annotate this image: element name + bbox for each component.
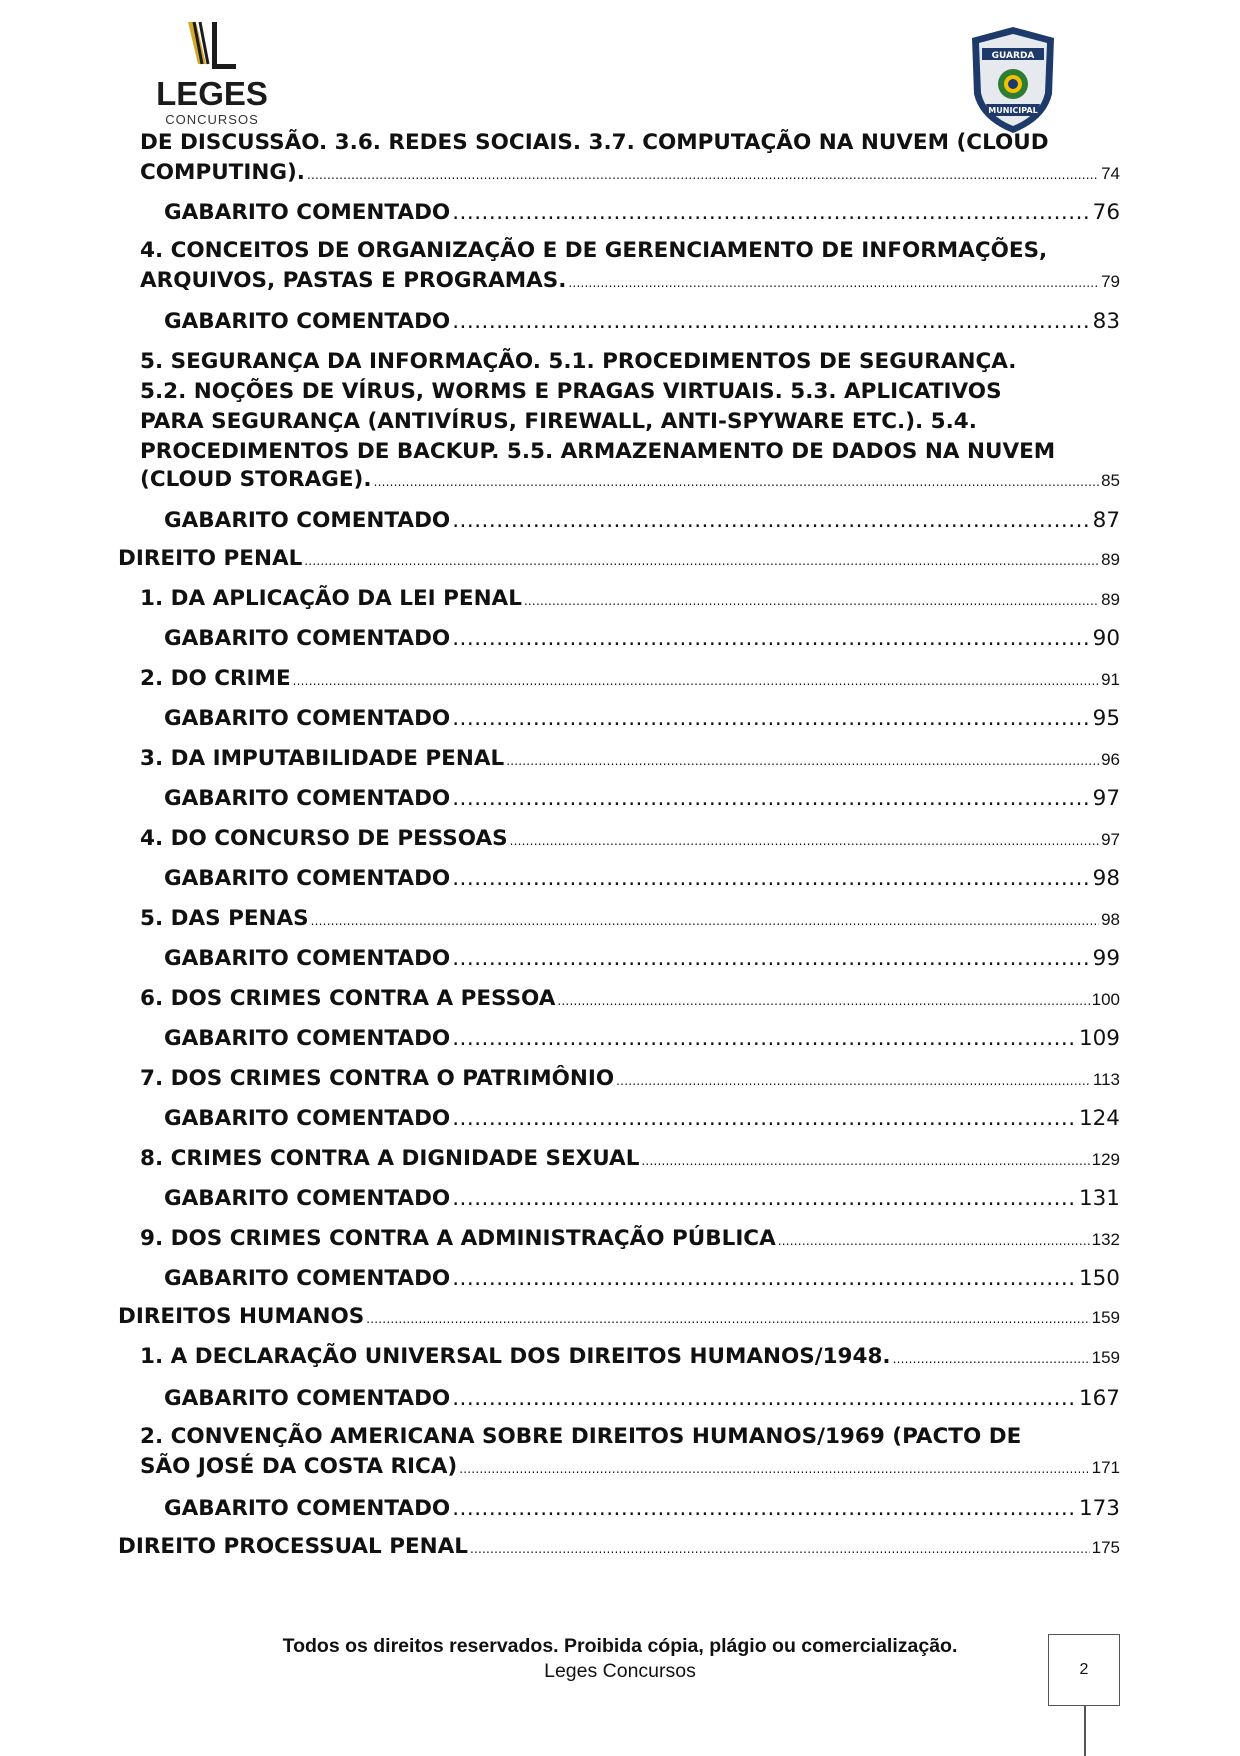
toc-entry-text: 9. DOS CRIMES CONTRA A ADMINISTRAÇÃO PÚBLICA: [140, 1226, 776, 1251]
toc-page-number: 76: [1092, 200, 1120, 225]
toc-entry-text: GABARITO COMENTADO: [164, 200, 451, 225]
toc-entry-multiline[interactable]: [140, 1424, 1120, 1449]
toc-page-number: 150: [1078, 1266, 1120, 1291]
toc-page-number: 90: [1092, 626, 1120, 651]
toc-entry-text: GABARITO COMENTADO: [164, 1106, 451, 1131]
toc-page-number: 79: [1101, 272, 1120, 291]
logo-subtext: CONCURSOS: [165, 112, 259, 127]
toc-leader-dots: [452, 786, 1090, 811]
toc-entry[interactable]: [164, 1266, 1120, 1291]
toc-page-number: 175: [1091, 1538, 1120, 1557]
toc-leader-dots: [893, 1352, 1090, 1366]
toc-entry[interactable]: [164, 1186, 1120, 1211]
toc-entry[interactable]: [140, 986, 1120, 1011]
svg-text:MUNICIPAL: MUNICIPAL: [988, 106, 1038, 115]
toc-leader-dots: [452, 626, 1090, 651]
toc-entry-multiline[interactable]: [140, 130, 1120, 155]
toc-entry[interactable]: [164, 200, 1120, 225]
toc-entry-text: GABARITO COMENTADO: [164, 309, 451, 334]
toc-entry-text: GABARITO COMENTADO: [164, 1386, 451, 1411]
toc-leader-dots: [452, 946, 1090, 971]
toc-leader-dots: [557, 994, 1089, 1008]
toc-entry-multiline[interactable]: [140, 238, 1120, 263]
toc-entry-text: DIREITO PENAL: [118, 546, 303, 571]
toc-entry[interactable]: [140, 1226, 1120, 1251]
toc-page-number: 98: [1101, 910, 1120, 929]
toc-entry-text: COMPUTING).: [140, 160, 305, 185]
toc-entry-text: 5. DAS PENAS: [140, 906, 309, 931]
toc-page-number: 98: [1092, 866, 1120, 891]
toc-leader-dots: [366, 1312, 1089, 1326]
toc-leader-dots: [304, 554, 1099, 568]
toc-leader-dots: [524, 594, 1099, 608]
toc-entry-text: 1. DA APLICAÇÃO DA LEI PENAL: [140, 586, 522, 611]
toc-entry-line: 5. SEGURANÇA DA INFORMAÇÃO. 5.1. PROCEDIMENTOS DE SEGURANÇA.: [140, 349, 1017, 374]
toc-entry-line: 5.2. NOÇÕES DE VÍRUS, WORMS E PRAGAS VIRTUAIS. 5.3. APLICATIVOS: [140, 379, 1002, 404]
toc-entry[interactable]: [140, 1454, 1120, 1479]
toc-entry-section[interactable]: [118, 1304, 1120, 1329]
footer-rights: Todos os direitos reservados. Proibida cópia, plágio ou comercialização.: [282, 1635, 958, 1657]
toc-entry[interactable]: [164, 1106, 1120, 1131]
toc-entry-text: GABARITO COMENTADO: [164, 706, 451, 731]
toc-leader-dots: [510, 834, 1099, 848]
toc-entry-line: PROCEDIMENTOS DE BACKUP. 5.5. ARMAZENAMENTO DE DADOS NA NUVEM: [140, 439, 1056, 464]
toc-entry[interactable]: [140, 666, 1120, 691]
toc-entry-line: DE DISCUSSÃO. 3.6. REDES SOCIAIS. 3.7. COMPUTAÇÃO NA NUVEM (CLOUD: [140, 130, 1049, 155]
toc-entry-text: SÃO JOSÉ DA COSTA RICA): [140, 1454, 458, 1479]
toc-page-number: 129: [1091, 1150, 1120, 1169]
toc-page-number: 171: [1091, 1458, 1120, 1477]
toc-entry-text: GABARITO COMENTADO: [164, 946, 451, 971]
toc-leader-dots: [470, 1542, 1090, 1556]
toc-leader-dots: [452, 706, 1090, 731]
toc-entry[interactable]: [140, 586, 1120, 611]
toc-leader-dots: [452, 1496, 1077, 1521]
toc-page-number: 91: [1101, 670, 1120, 689]
toc-leader-dots: [374, 475, 1100, 489]
toc-entry-text: 6. DOS CRIMES CONTRA A PESSOA: [140, 986, 556, 1011]
toc-page-number: 85: [1101, 471, 1120, 490]
toc-entry[interactable]: [140, 268, 1120, 293]
toc-page-number: 89: [1101, 590, 1120, 609]
toc-page-number: 74: [1101, 164, 1120, 183]
toc-page-number: 159: [1091, 1308, 1120, 1327]
toc-entry[interactable]: [164, 1026, 1120, 1051]
toc-page-number: 167: [1078, 1386, 1120, 1411]
footer-company: Leges Concursos: [544, 1660, 696, 1682]
toc-entry-text: 3. DA IMPUTABILIDADE PENAL: [140, 746, 505, 771]
toc-page-number: 83: [1092, 309, 1120, 334]
toc-leader-dots: [311, 914, 1099, 928]
toc-leader-dots: [452, 866, 1090, 891]
toc-leader-dots: [293, 674, 1099, 688]
page-number-line: [1084, 1706, 1086, 1756]
toc-page-number: 97: [1101, 830, 1120, 849]
toc-entry-text: 1. A DECLARAÇÃO UNIVERSAL DOS DIREITOS HUMANOS/1948.: [140, 1344, 891, 1369]
toc-entry-text: GABARITO COMENTADO: [164, 1266, 451, 1291]
toc-page-number: 95: [1092, 706, 1120, 731]
logo-text: LEGES: [156, 75, 268, 112]
toc-entry-text: GABARITO COMENTADO: [164, 626, 451, 651]
toc-entry[interactable]: [140, 746, 1120, 771]
toc-entry[interactable]: [164, 309, 1120, 334]
toc-entry-text: GABARITO COMENTADO: [164, 1496, 451, 1521]
page-number-box: [1048, 1634, 1120, 1706]
toc-leader-dots: [452, 1266, 1077, 1291]
toc-entry-text: GABARITO COMENTADO: [164, 1026, 451, 1051]
toc-leader-dots: [616, 1074, 1091, 1088]
toc-page-number: 99: [1092, 946, 1120, 971]
toc-entry[interactable]: [140, 1146, 1120, 1171]
toc-entry[interactable]: [140, 906, 1120, 931]
toc-page-number: 131: [1078, 1186, 1120, 1211]
toc-entry-text: GABARITO COMENTADO: [164, 866, 451, 891]
toc-entry-line: 4. CONCEITOS DE ORGANIZAÇÃO E DE GERENCIAMENTO DE INFORMAÇÕES,: [140, 238, 1048, 263]
toc-entry-section[interactable]: [118, 546, 1120, 571]
toc-leader-dots: [778, 1234, 1090, 1248]
toc-leader-dots: [452, 1186, 1077, 1211]
toc-entry-multiline[interactable]: [140, 347, 1120, 467]
toc-entry[interactable]: [164, 866, 1120, 891]
toc-entry[interactable]: [164, 508, 1120, 533]
toc-leader-dots: [307, 168, 1099, 182]
toc-page-number: 97: [1092, 786, 1120, 811]
toc-entry-text: 4. DO CONCURSO DE PESSOAS: [140, 826, 508, 851]
toc-page-number: 96: [1101, 750, 1120, 769]
toc-page-number: 132: [1091, 1230, 1120, 1249]
toc-entry-text: 7. DOS CRIMES CONTRA O PATRIMÔNIO: [140, 1066, 615, 1091]
toc-entry-text: GABARITO COMENTADO: [164, 1186, 451, 1211]
toc-leader-dots: [452, 1106, 1077, 1131]
toc-page-number: 87: [1092, 508, 1120, 533]
toc-leader-dots: [452, 200, 1090, 225]
toc-entry-text: GABARITO COMENTADO: [164, 508, 451, 533]
toc-entry[interactable]: [140, 826, 1120, 851]
page-number: 2: [1079, 1661, 1089, 1678]
svg-text:GUARDA: GUARDA: [991, 51, 1035, 61]
toc-leader-dots: [452, 309, 1090, 334]
toc-entry-line: PARA SEGURANÇA (ANTIVÍRUS, FIREWALL, ANTI-SPYWARE ETC.). 5.4.: [140, 409, 977, 434]
toc-leader-dots: [452, 1386, 1077, 1411]
toc-entry-section[interactable]: [118, 1534, 1120, 1559]
toc-entry[interactable]: [164, 1386, 1120, 1411]
toc-leader-dots: [452, 1026, 1077, 1051]
toc-leader-dots: [459, 1462, 1089, 1476]
toc-leader-dots: [506, 754, 1099, 768]
toc-entry-text: DIREITOS HUMANOS: [118, 1304, 365, 1329]
toc-entry-text: ARQUIVOS, PASTAS E PROGRAMAS.: [140, 268, 567, 293]
toc-entry[interactable]: [140, 160, 1120, 185]
toc-page-number: 113: [1092, 1070, 1120, 1089]
toc-page-number: 100: [1091, 990, 1120, 1009]
toc-entry-text: 2. DO CRIME: [140, 666, 291, 691]
toc-leader-dots: [641, 1154, 1089, 1168]
toc-entry-text: DIREITO PROCESSUAL PENAL: [118, 1534, 468, 1559]
toc-entry[interactable]: [140, 1344, 1120, 1369]
toc-entry-text: GABARITO COMENTADO: [164, 786, 451, 811]
toc-page-number: 109: [1078, 1026, 1120, 1051]
toc-entry[interactable]: [164, 786, 1120, 811]
toc-entry[interactable]: [164, 946, 1120, 971]
toc-entry[interactable]: [164, 1496, 1120, 1521]
toc-entry[interactable]: [140, 1066, 1120, 1091]
toc-page-number: 173: [1078, 1496, 1120, 1521]
toc-entry[interactable]: [164, 626, 1120, 651]
toc-page-number: 159: [1091, 1348, 1120, 1367]
toc-page-number: 124: [1078, 1106, 1120, 1131]
toc-leader-dots: [568, 276, 1099, 290]
toc-entry-text: (CLOUD STORAGE).: [140, 467, 372, 492]
toc-page-number: 89: [1101, 550, 1120, 569]
toc-entry[interactable]: [140, 467, 1120, 492]
toc-entry-text: 8. CRIMES CONTRA A DIGNIDADE SEXUAL: [140, 1146, 640, 1171]
toc-entry-line: 2. CONVENÇÃO AMERICANA SOBRE DIREITOS HUMANOS/1969 (PACTO DE: [140, 1424, 1022, 1449]
toc-leader-dots: [452, 508, 1090, 533]
toc-entry[interactable]: [164, 706, 1120, 731]
